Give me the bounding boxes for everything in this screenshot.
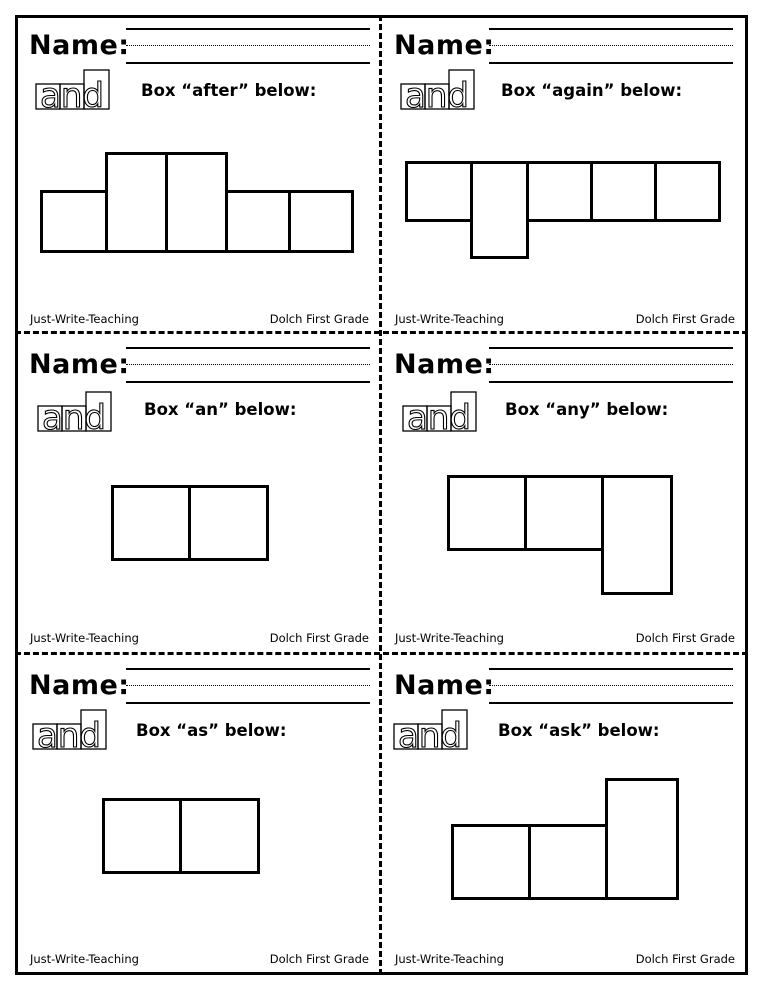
letter-box[interactable] xyxy=(605,778,679,900)
name-line-top xyxy=(489,28,733,30)
card-again xyxy=(383,18,745,331)
letter-box[interactable] xyxy=(601,475,673,595)
prompt-text: Box “again” below: xyxy=(501,81,683,100)
card-an xyxy=(18,337,379,651)
footer-author: Just-Write-Teaching xyxy=(30,312,139,326)
letter-box[interactable] xyxy=(590,161,657,222)
name-line-top xyxy=(126,347,370,349)
card-ask xyxy=(383,658,745,972)
model-word-and-icon xyxy=(393,709,471,751)
prompt-text: Box “after” below: xyxy=(141,81,317,100)
name-label: Name: xyxy=(29,349,130,380)
name-line-bottom xyxy=(126,62,370,64)
svg-text:and: and xyxy=(40,76,104,111)
card-any xyxy=(383,337,745,651)
name-label: Name: xyxy=(394,30,495,61)
footer-level: Dolch First Grade xyxy=(269,631,369,645)
name-line-dotted xyxy=(126,685,370,686)
footer-author: Just-Write-Teaching xyxy=(395,631,504,645)
model-word-and-icon xyxy=(37,391,115,433)
prompt-text: Box “any” below: xyxy=(505,400,669,419)
letter-box[interactable] xyxy=(165,152,228,253)
name-line-top xyxy=(126,668,370,670)
name-label: Name: xyxy=(394,670,495,701)
footer-level: Dolch First Grade xyxy=(635,952,735,966)
footer-author: Just-Write-Teaching xyxy=(30,952,139,966)
name-label: Name: xyxy=(29,670,130,701)
name-line-bottom xyxy=(126,381,370,383)
prompt-text: Box “an” below: xyxy=(144,400,297,419)
letter-box[interactable] xyxy=(524,475,604,551)
letter-box[interactable] xyxy=(447,475,529,551)
letter-box[interactable] xyxy=(111,485,193,561)
model-word-and-icon xyxy=(402,391,480,433)
letter-box[interactable] xyxy=(40,190,108,253)
svg-text:and: and xyxy=(405,76,469,111)
name-line-bottom xyxy=(489,702,733,704)
svg-text:and: and xyxy=(37,716,101,751)
name-line-dotted xyxy=(126,45,370,46)
footer-author: Just-Write-Teaching xyxy=(395,952,504,966)
letter-box[interactable] xyxy=(528,824,608,900)
letter-box[interactable] xyxy=(179,798,260,874)
footer-level: Dolch First Grade xyxy=(635,631,735,645)
footer-level: Dolch First Grade xyxy=(269,312,369,326)
name-line-top xyxy=(489,668,733,670)
name-line-dotted xyxy=(489,364,733,365)
svg-text:and: and xyxy=(42,398,106,433)
letter-box[interactable] xyxy=(654,161,721,222)
letter-box[interactable] xyxy=(288,190,354,253)
letter-box[interactable] xyxy=(102,798,184,874)
name-line-bottom xyxy=(489,62,733,64)
name-label: Name: xyxy=(394,349,495,380)
vertical-cut-line xyxy=(379,15,382,975)
letter-box[interactable] xyxy=(526,161,593,222)
horizontal-cut-line xyxy=(15,652,748,655)
name-line-dotted xyxy=(489,45,733,46)
letter-box[interactable] xyxy=(470,161,529,259)
model-word-and-icon xyxy=(35,69,113,111)
letter-box[interactable] xyxy=(105,152,168,253)
horizontal-cut-line xyxy=(15,331,748,334)
prompt-text: Box “ask” below: xyxy=(498,721,660,740)
prompt-text: Box “as” below: xyxy=(136,721,287,740)
name-line-dotted xyxy=(489,685,733,686)
svg-text:and: and xyxy=(407,398,471,433)
footer-author: Just-Write-Teaching xyxy=(30,631,139,645)
letter-box[interactable] xyxy=(188,485,269,561)
letter-box[interactable] xyxy=(225,190,291,253)
name-line-bottom xyxy=(126,702,370,704)
letter-box[interactable] xyxy=(451,824,533,900)
card-as xyxy=(18,658,379,972)
name-label: Name: xyxy=(29,30,130,61)
name-line-dotted xyxy=(126,364,370,365)
footer-level: Dolch First Grade xyxy=(269,952,369,966)
letter-box[interactable] xyxy=(405,161,473,222)
model-word-and-icon xyxy=(400,69,478,111)
card-after xyxy=(18,18,379,331)
name-line-bottom xyxy=(489,381,733,383)
name-line-top xyxy=(489,347,733,349)
footer-level: Dolch First Grade xyxy=(635,312,735,326)
footer-author: Just-Write-Teaching xyxy=(395,312,504,326)
model-word-and-icon xyxy=(32,709,110,751)
svg-text:and: and xyxy=(398,716,462,751)
name-line-top xyxy=(126,28,370,30)
